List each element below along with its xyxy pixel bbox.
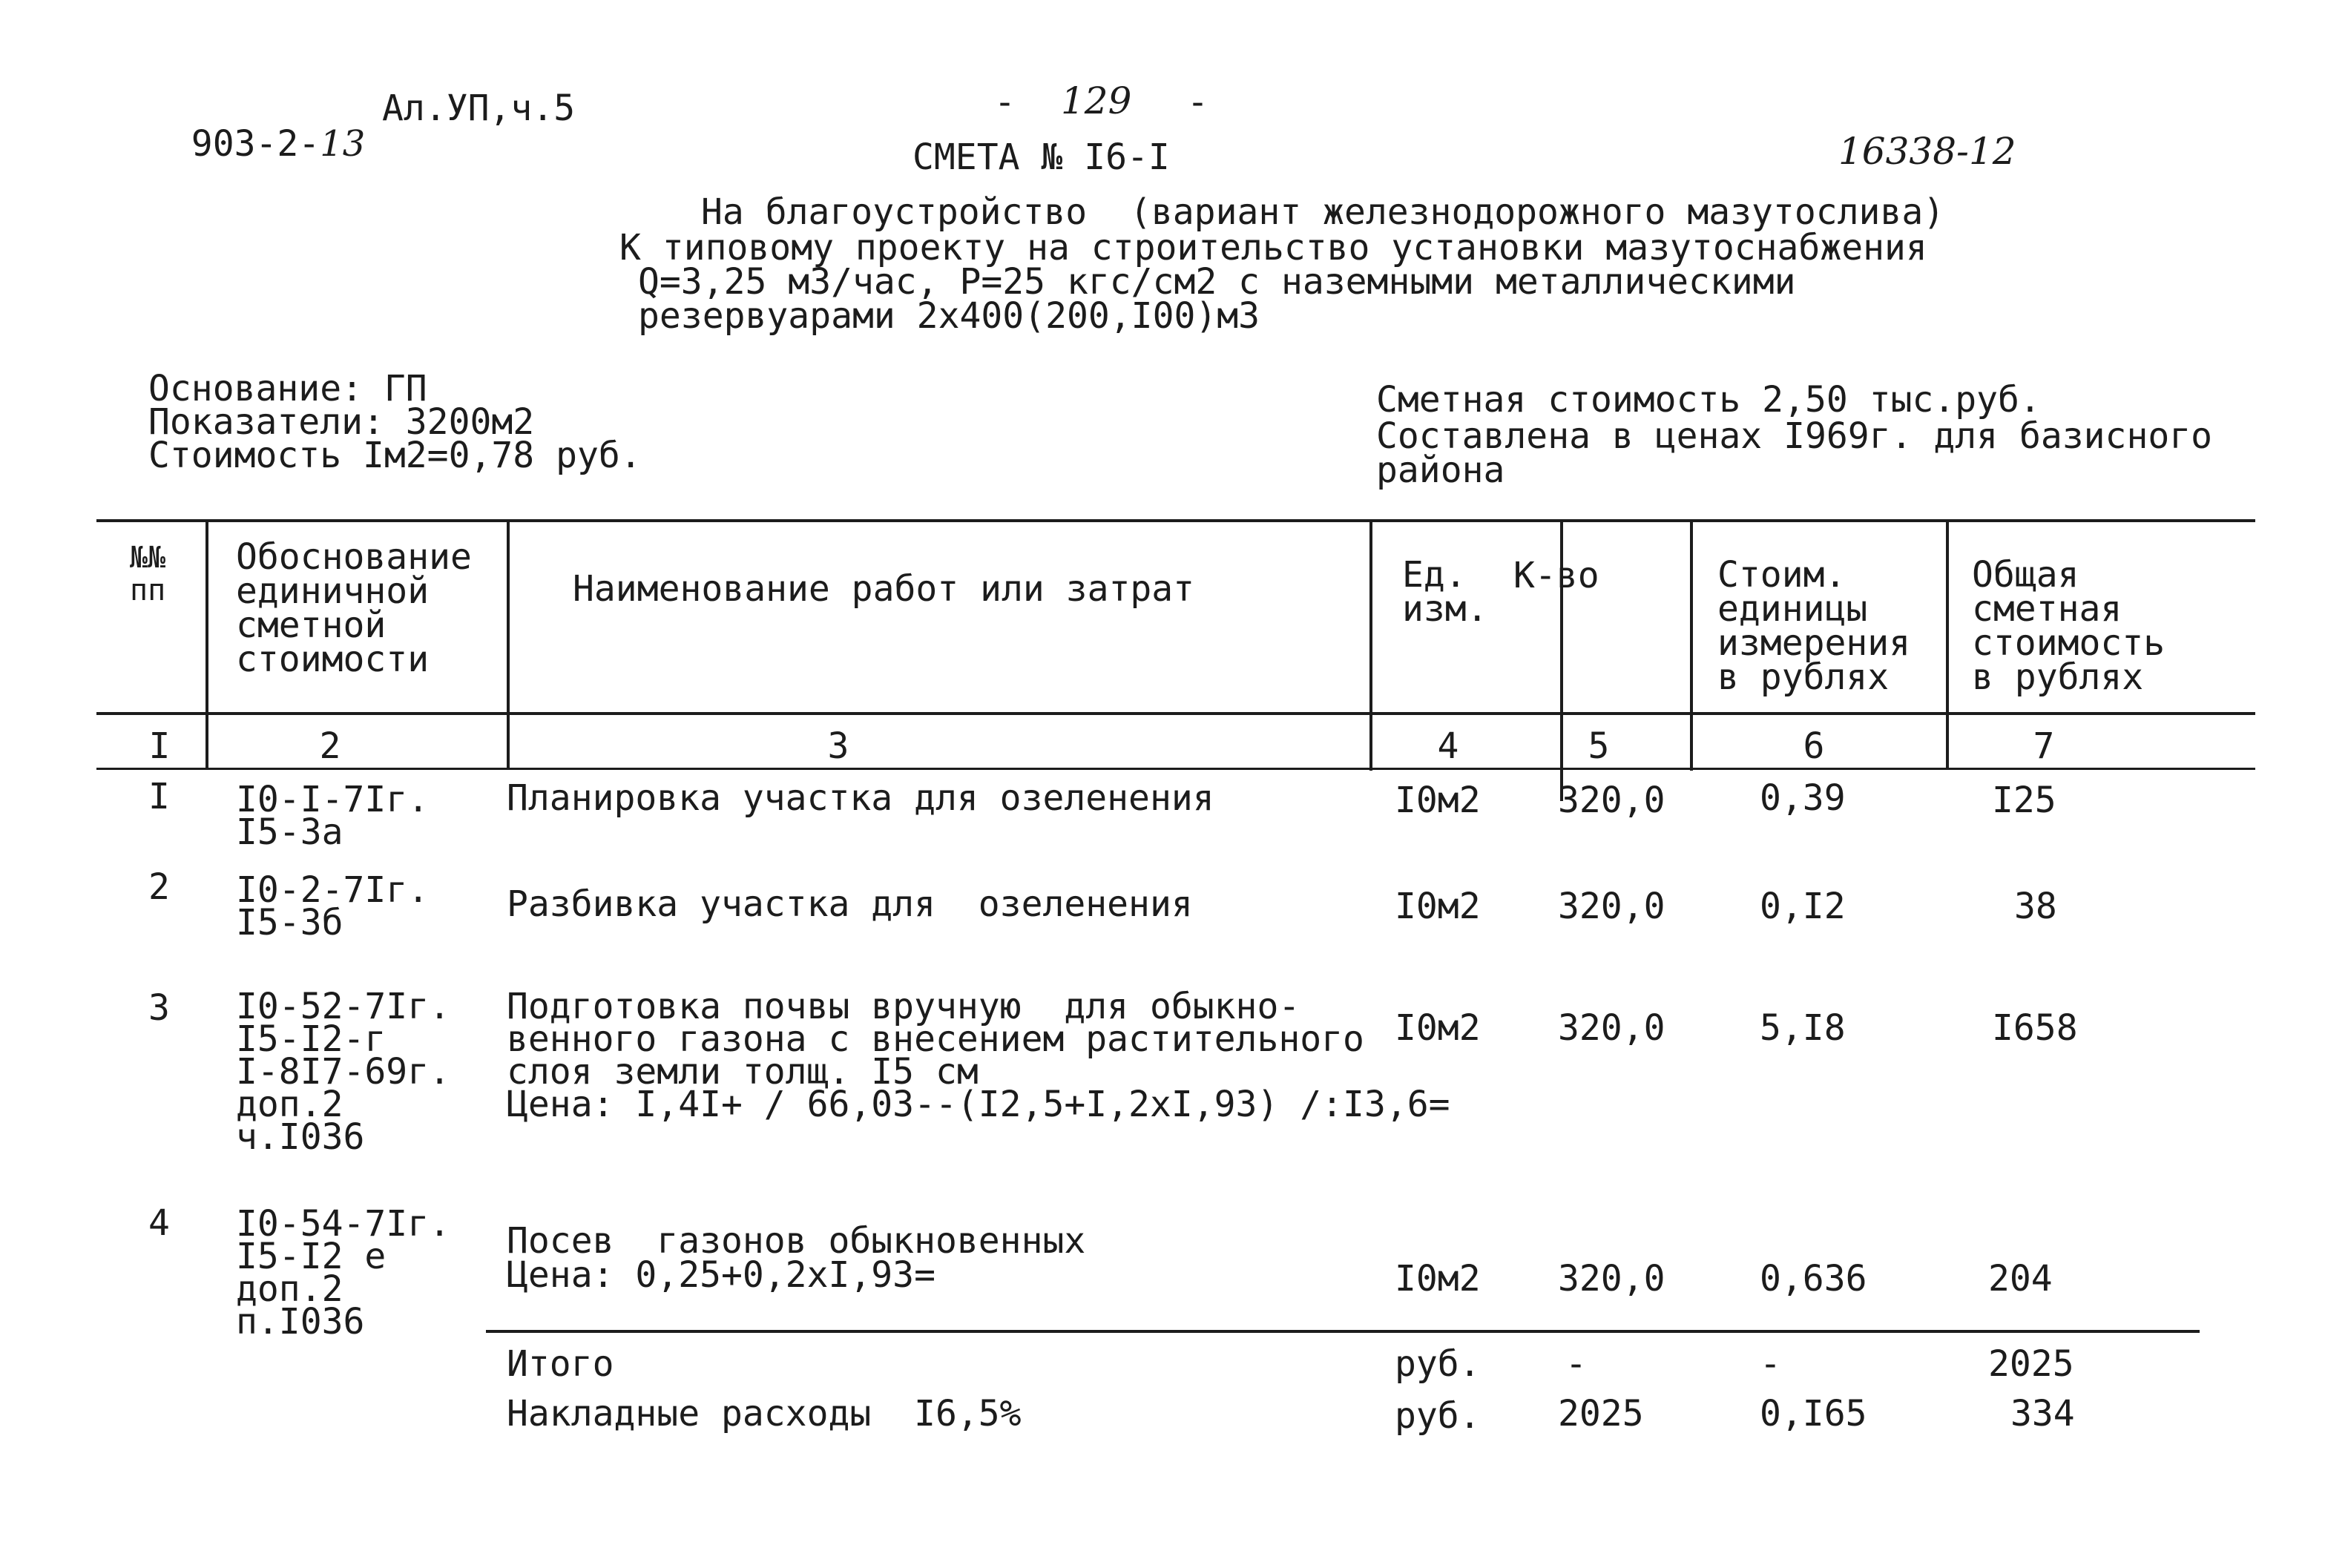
basis-label: Основание: ГП — [148, 368, 427, 409]
row-4-quantity: 320,0 — [1558, 1258, 1665, 1299]
column-number: 4 — [1437, 725, 1459, 767]
row-2-number: 2 — [148, 866, 170, 908]
prices-year-label: Составлена в ценах I969г. для базисного — [1376, 415, 2213, 457]
header-bottom-rule — [96, 712, 2255, 715]
row-4-basis: I0-54-7Iг. I5-I2 е доп.2 п.I036 — [236, 1203, 450, 1343]
document-number: 16338-12 — [1838, 130, 2016, 173]
column-divider-2 — [507, 522, 510, 769]
header-col-total: Общая сметная стоимость в рублях — [1972, 554, 2166, 698]
subtotal-total: 2025 — [1988, 1343, 2074, 1385]
row-4-unit-price: 0,636 — [1760, 1258, 1867, 1299]
album-reference: Ал.УП,ч.5 — [382, 88, 576, 129]
overhead-total: 334 — [2010, 1393, 2075, 1434]
page-dash-right: - — [1187, 82, 1208, 123]
overhead-quantity: 2025 — [1558, 1393, 1644, 1434]
row-3-name: Подготовка почвы вручную для обыкно- венного газона с внесением растительного слоя земли толщ. I5 см Цена: I,4I+ / 66,03--(I2,5+I,2хI,93) /:I3,6= — [507, 986, 1450, 1125]
subtotal-unit: руб. — [1395, 1343, 1481, 1385]
row-4-name: Посев газонов обыкновенных Цена: 0,25+0,2хI,93= — [507, 1220, 1086, 1296]
column-divider-1 — [205, 522, 208, 769]
page-number: 129 — [1061, 79, 1132, 122]
estimate-title: СМЕТА № I6-I — [912, 136, 1170, 178]
overhead-label: Накладные расходы I6,5% — [507, 1393, 1022, 1434]
estimated-cost-label: Сметная стоимость 2,50 тыс.руб. — [1376, 379, 2041, 421]
subtitle-line-3: Q=3,25 м3/час, Р=25 кгс/см2 с наземными металлическими — [638, 261, 1796, 303]
row-3-number: 3 — [148, 987, 170, 1029]
subtotal-quantity: - — [1565, 1343, 1587, 1385]
column-divider-5 — [1690, 522, 1693, 771]
column-number-bottom-rule — [96, 768, 2255, 770]
row-1-number: I — [148, 776, 170, 817]
subtotal-rule — [486, 1330, 2200, 1333]
header-col-number: №№ пп — [130, 541, 166, 607]
subtitle-line-1: На благоустройство (вариант железнодорожного мазутослива) — [701, 191, 1945, 233]
page-dash-left: - — [994, 82, 1016, 123]
subtotal-label: Итого — [507, 1343, 614, 1385]
row-2-total: 38 — [2014, 886, 2057, 927]
column-number: 3 — [827, 725, 849, 767]
prices-region-label: района — [1376, 449, 1505, 491]
row-4-total: 204 — [1988, 1258, 2053, 1299]
project-code-handwritten: 13 — [320, 123, 366, 165]
row-3-total: I658 — [1992, 1007, 2078, 1049]
overhead-unit: руб. — [1395, 1395, 1481, 1437]
column-divider-3 — [1369, 522, 1372, 771]
column-number: 5 — [1588, 725, 1610, 767]
header-col-unit-price: Стоим. единицы измерения в рублях — [1717, 554, 1911, 698]
overhead-unit-price: 0,I65 — [1760, 1393, 1867, 1434]
row-1-total: I25 — [1992, 780, 2056, 821]
header-col-quantity: К-во — [1513, 555, 1599, 596]
column-number: I — [148, 725, 171, 767]
row-1-basis: I0-I-7Iг. I5-3а — [236, 779, 430, 853]
row-3-quantity: 320,0 — [1558, 1007, 1665, 1049]
row-1-name: Планировка участка для озеленения — [507, 777, 1214, 819]
row-3-unit: I0м2 — [1395, 1007, 1481, 1049]
table-top-rule — [96, 519, 2255, 522]
indicators-label: Показатели: 3200м2 — [148, 401, 535, 443]
column-number: 7 — [2033, 725, 2055, 767]
subtitle-line-4: резервуарами 2х400(200,I00)м3 — [638, 295, 1260, 337]
column-number: 2 — [319, 725, 341, 767]
row-1-unit: I0м2 — [1395, 780, 1481, 821]
row-2-basis: I0-2-7Iг. I5-3б — [236, 869, 430, 943]
row-2-unit-price: 0,I2 — [1760, 886, 1846, 927]
subtitle-line-2: К типовому проекту на строительство установки мазутоснабжения — [619, 227, 1927, 269]
header-col-unit: Ед. изм. — [1402, 554, 1488, 630]
header-col-basis: Обоснование единичной сметной стоимости — [236, 536, 472, 680]
row-3-basis: I0-52-7Iг. I5-I2-г I-8I7-69г. доп.2 ч.I036 — [236, 986, 450, 1158]
project-code: 903-2-13 — [191, 123, 366, 165]
row-2-unit: I0м2 — [1395, 886, 1481, 927]
row-4-number: 4 — [148, 1202, 170, 1244]
row-4-unit: I0м2 — [1395, 1258, 1481, 1299]
row-1-unit-price: 0,39 — [1760, 777, 1846, 819]
column-number: 6 — [1803, 725, 1825, 767]
header-col-name: Наименование работ или затрат — [573, 568, 1195, 610]
unit-cost-label: Стоимость Iм2=0,78 руб. — [148, 435, 642, 476]
row-2-name: Разбивка участка для озеленения — [507, 883, 1193, 925]
row-1-quantity: 320,0 — [1558, 780, 1665, 821]
row-3-unit-price: 5,I8 — [1760, 1007, 1846, 1049]
column-divider-6 — [1946, 519, 1949, 770]
row-2-quantity: 320,0 — [1558, 886, 1665, 927]
subtotal-unit-price: - — [1760, 1343, 1781, 1385]
